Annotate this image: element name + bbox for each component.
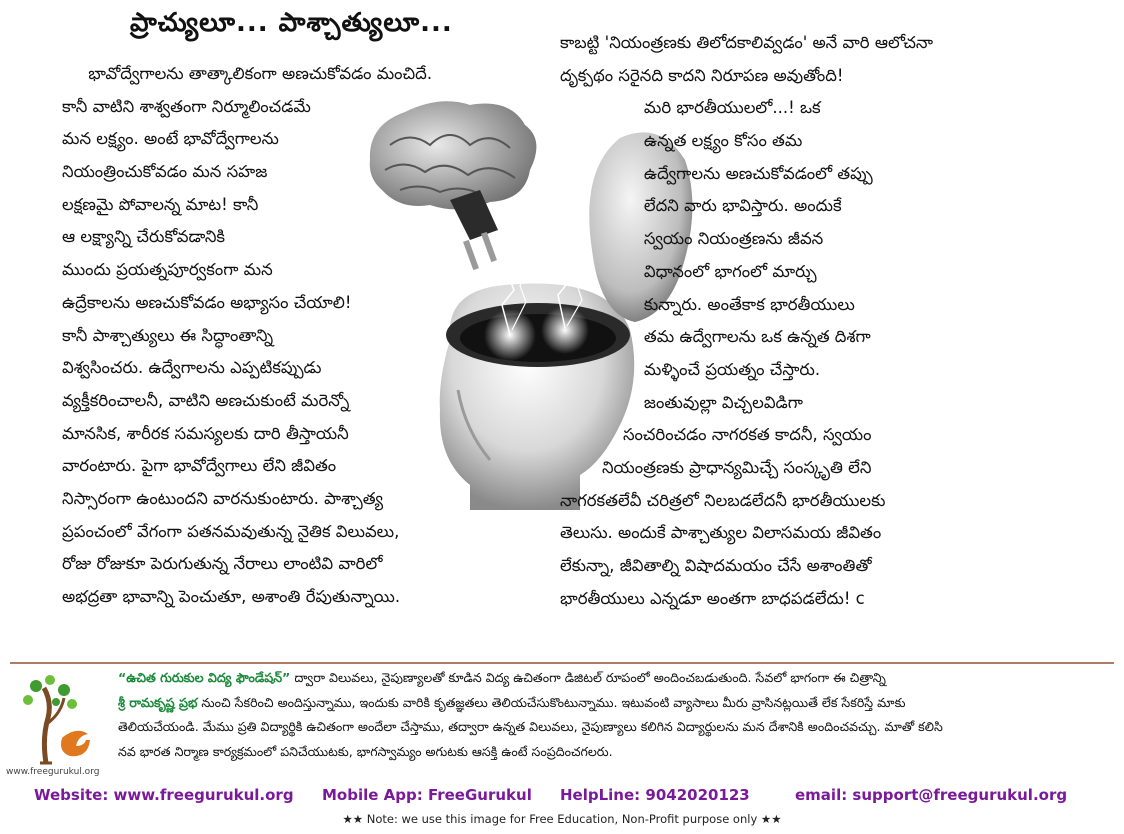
- text-line: నాగరకతలేవీ చరిత్రలో నిలబడలేదనీ భారతీయులకు: [560, 490, 886, 510]
- text-line: కానీ పాశ్చాత్యులు ఈ సిద్ధాంతాన్ని: [62, 325, 274, 345]
- helpline-label: HelpLine: 9042020123: [560, 786, 750, 804]
- foundation-line: తెలియచేయండి. మేము ప్రతి విద్యార్థికి ఉచితంగా అందేలా చేస్తాము, తద్వారా ఉన్నత విలువలు, నైపుణ్యాలు కలిగిన విద్యార్థులను మన దేశానికి అందించవచ్చు. మాతో కలిసి: [118, 719, 943, 734]
- text-line: దృక్పథం సరైనది కాదని నిరూపణ అవుతోంది!: [560, 65, 844, 85]
- foundation-message: [118, 666, 1108, 764]
- text-line: మళ్ళించే ప్రయత్నం చేస్తారు.: [560, 359, 821, 379]
- text-line: స్వయం నియంత్రణను జీవన: [560, 229, 824, 249]
- foundation-line: నవ భారత నిర్మాణ కార్యక్రమంలో పనిచేయుటకు, భాగస్వామ్యం అగుటకు ఆసక్తి ఉంటే సంప్రదించగలరు.: [118, 743, 613, 759]
- footer-divider: [10, 662, 1114, 664]
- text-line: కానీ వాటిని శాశ్వతంగా నిర్మూలించడమే: [62, 96, 311, 116]
- text-line: తెలుసు. అందుకే పాశ్చాత్యుల విలాసమయ జీవితం: [560, 523, 882, 543]
- text-line: మానసిక, శారీరక సమస్యలకు దారి తీస్తాయనీ: [62, 423, 349, 443]
- source-name: శ్రీ రామకృష్ణ ప్రభ: [118, 694, 198, 710]
- text-line: ముందు ప్రయత్నపూర్వకంగా మన: [62, 260, 273, 280]
- text-line: భావోద్వేగాలను తాత్కాలికంగా అణచుకోవడం మంచిదే.: [62, 64, 433, 83]
- mobile-app-label: Mobile App: FreeGurukul: [322, 786, 532, 804]
- text-line: వ్యక్తీకరించాలనీ, వాటిని అణచుకుంటే మరెన్నో: [62, 390, 350, 410]
- text-line: ఆ లక్ష్యాన్ని చేరుకోవడానికి: [62, 227, 226, 247]
- email-link[interactable]: email: support@freegurukul.org: [795, 786, 1068, 804]
- text-line: సంచరించడం నాగరకత కాదనీ, స్వయం: [560, 425, 872, 445]
- text-line: వారంటారు. పైగా భావోద్వేగాలు లేని జీవితం: [62, 456, 337, 476]
- text-line: ఉద్వేగాలను అణచుకోవడంలో తప్పు: [560, 163, 873, 183]
- text-line: కున్నారు. అంతేకాక భారతీయులు: [560, 294, 855, 314]
- freegurukul-tree-logo: [6, 668, 116, 778]
- text-line: ప్రపంచంలో వేగంగా పతనమవుతున్న నైతిక విలువలు,: [62, 521, 400, 541]
- text-line: నియంత్రించుకోవడం మన సహజ: [62, 162, 268, 182]
- article-right-column: [560, 27, 1070, 615]
- text-line: లేకున్నా, జీవితాల్ని విషాదమయం చేసే అశాంతితో: [560, 556, 872, 575]
- text-line: రోజు రోజుకూ పెరుగుతున్న నేరాలు లాంటివి వారిలో: [62, 554, 383, 574]
- article-left-column: [62, 58, 552, 614]
- text-line: తమ ఉద్వేగాలను ఒక ఉన్నత దిశగా: [560, 327, 871, 347]
- text-line: లేదని వారు భావిస్తారు. అందుకే: [560, 196, 842, 216]
- text-line: జంతువుల్లా విచ్చలవిడిగా: [560, 392, 803, 412]
- contact-row: [0, 786, 1124, 808]
- text-line: నిస్సారంగా ఉంటుందని వారనుకుంటారు. పాశ్చాత్య: [62, 488, 384, 508]
- foundation-text: ద్వారా విలువలు, నైపుణ్యాలతో కూడిన విద్య ఉచితంగా డిజిటల్ రూపంలో అందించబడుతుంది. సేవలో భాగంగా ఈ చిత్రాన్ని: [290, 670, 886, 685]
- text-line: అభద్రతా భావాన్ని పెంచుతూ, అశాంతి రేపుతున్నాయి.: [62, 587, 401, 606]
- text-line: లక్షణమై పోవాలన్న మాట! కానీ: [62, 194, 259, 214]
- text-line: విధానంలో భాగంలో మార్చు: [560, 261, 817, 281]
- article-title: ప్రాచ్యులూ... పాశ్చాత్యులూ...: [130, 8, 453, 38]
- foundation-line: [118, 666, 1108, 691]
- website-link[interactable]: Website: www.freegurukul.org: [34, 786, 294, 804]
- text-line: మన లక్ష్యం. అంటే భావోద్వేగాలను: [62, 129, 279, 149]
- text-line: ఉద్రేకాలను అణచుకోవడం అభ్యాసం చేయాలి!: [62, 292, 352, 312]
- foundation-text: నుంచి సేకరించి అందిస్తున్నాము, ఇందుకు వారికి కృతజ్ఞతలు తెలియచేసుకొంటున్నాము. ఇటువంటి వ్యాసాలు మీరు వ్రాసినట్లయితే లేక సేకరిస్తే మాకు: [197, 694, 906, 710]
- foundation-line: [118, 691, 1108, 716]
- text-line: కాబట్టి 'నియంత్రణకు తిలోదకాలివ్వడం' అనే వారి ఆలోచనా: [560, 33, 934, 52]
- text-line: భారతీయులు ఎన్నడూ అంతగా బాధపడలేదు! c: [560, 588, 865, 608]
- logo-url: www.freegurukul.org: [6, 767, 100, 777]
- text-line: మరి భారతీయులలో...! ఒక: [560, 98, 821, 118]
- text-line: నియంత్రణకు ప్రాధాన్యమిచ్చే సంస్కృతి లేని: [560, 457, 872, 477]
- usage-note: ★★ Note: we use this image for Free Education, Non-Profit purpose only ★★: [342, 812, 782, 826]
- foundation-name: “ఉచిత గురుకుల విద్య ఫౌండేషన్”: [118, 670, 291, 685]
- text-line: విశ్వసించరు. ఉద్వేగాలను ఎప్పటికప్పుడు: [62, 358, 322, 378]
- text-line: ఉన్నత లక్ష్యం కోసం తమ: [560, 131, 803, 151]
